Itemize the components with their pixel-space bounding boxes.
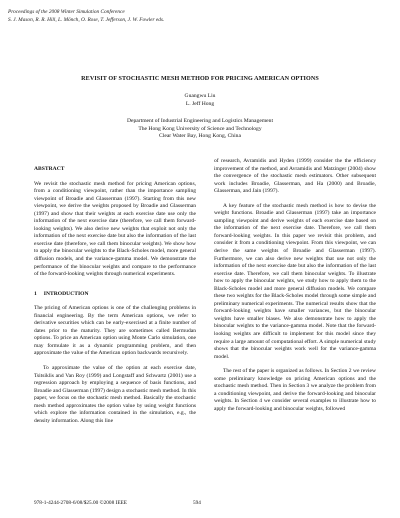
author-name: Guangwu Liu <box>184 93 216 99</box>
intro-paragraph: To approximate the value of the option at each exercise date, Tsitsiklis and Van Roy (1999) and Longstaff and Schwartz (2001) use a regression approach by employing a sequence of basis functions, and Broadie and Glasserman (1997) design a stochastic mesh method. In this paper, we focus on the stochastic mesh method. Basically the stochastic mesh method approximates the option value by using weight functions which explore the information contained in the simulation, e.g., the density information. Along this line <box>34 365 196 424</box>
author-name: L. Jeff Hong <box>185 101 215 107</box>
abstract-text: We revisit the stochastic mesh method for pricing American options, from a conditioning viewpoint, rather than the importance sampling viewpoint of Broadie and Glasserman (1997). Starting from this new viewpoint, we derive the weights proposed by Broadie and Glasserman (1997) and show that their weights at each exercise date use only the information of the next exercise date (therefore, we call them forward-looking weights). We also derive new weights that exploit not only the information of the next exercise date but also the information of the last exercise date (therefore, we call them binocular weights). We show how to apply the binocular weights to the Black-Scholes model, more general diffusion models, and the variance-gamma model. We demonstrate the performance of the binocular weights and compare to the performance of the forward-looking weights through numerical experiments. <box>34 180 196 278</box>
author-block <box>0 92 400 108</box>
body-paragraph: A key feature of the stochastic mesh method is how to devise the weight functions. Broadie and Glasserman (1997) take an importance sampling viewpoint and derive weights of each exercise date based on the information of the next exercise date. Therefore, we call them forward-looking weights. In this paper we revisit this problem, and consider it from a conditioning viewpoint. From this viewpoint, we can derive the same weights of Broadie and Glasserman (1997). Furthermore, we can also derive new weights that use not only the information of the next exercise date but also the information of the last exercise date. Therefore, we call them binocular weights. To illustrate how to apply the binocular weights, we study how to apply them to the Black-Scholes model and more general diffusion models. We compare these two weights for the Black-Scholes model through some simple and preliminary numerical experiments. The numerical results show that the forward-looking weights have smaller variances, but the binocular weights have smaller biases. We also demonstrate how to apply the binocular weights to the variance-gamma model. Note that the forward-looking weights are difficult to implement for this model since they require a large amount of computational effort. A simple numerical study shows that the binocular weights work well for the variance-gamma model. <box>214 202 376 360</box>
page-number: 594 <box>193 500 201 506</box>
affiliation-address: Clear Water Bay, Hong Kong, China <box>159 133 241 140</box>
affiliation-department: Department of Industrial Engineering and Logistics Management <box>126 118 274 124</box>
proceedings-editors: S. J. Mason, R. R. Hill, L. Mönch, O. Rose, T. Jefferson, J. W. Fowler eds. <box>8 17 165 23</box>
copyright-footer: 978-1-4244-2708-6/08/$25.00 ©2008 IEEE <box>34 500 128 506</box>
proceedings-title: Proceedings of the 2008 Winter Simulation Conference <box>8 9 125 15</box>
affiliation-block <box>0 118 400 141</box>
introduction-heading: 1 INTRODUCTION <box>34 290 89 297</box>
abstract-heading: ABSTRACT <box>34 166 65 172</box>
affiliation-university: The Hong Kong University of Science and Technology <box>138 125 262 132</box>
body-paragraph: of research, Avramidis and Hyden (1999) consider the the efficiency improvement of the method, and Avramidis and Matzinger (2004) show the convergence of the stochastic mesh estimators. Other subsequent work includes Broadie, Glasserman, and Ha (2000) and Broadie, Glasserman, and Jain (1997). <box>214 158 376 195</box>
paper-title: REVISIT OF STOCHASTIC MESH METHOD FOR PRICING AMERICAN OPTIONS <box>81 76 319 82</box>
proceedings-header <box>8 8 164 24</box>
body-paragraph: The rest of the paper is organized as follows. In Section 2 we review some preliminary knowledge on pricing American options and the stochastic mesh method. Then in Section 3 we analyze the problem from a conditioning viewpoint, and derive the forward-looking and binocular weights. In Section 4 we consider several examples to illustrate how to apply the forward-looking and binocular weights, followed <box>214 368 376 412</box>
intro-paragraph: The pricing of American options is one of the challenging problems in financial engineering. By the term American options, we refer to derivative securities which can be early-exercised at a finite number of dates prior to the maturity. They are sometimes called Bermudan options. To price an American option using Monte Carlo simulation, one may formulate it as a dynamic programming problem, and then approximate the value of the American option backwards recursively. <box>34 305 196 357</box>
right-column <box>214 158 376 421</box>
left-column <box>34 166 196 432</box>
